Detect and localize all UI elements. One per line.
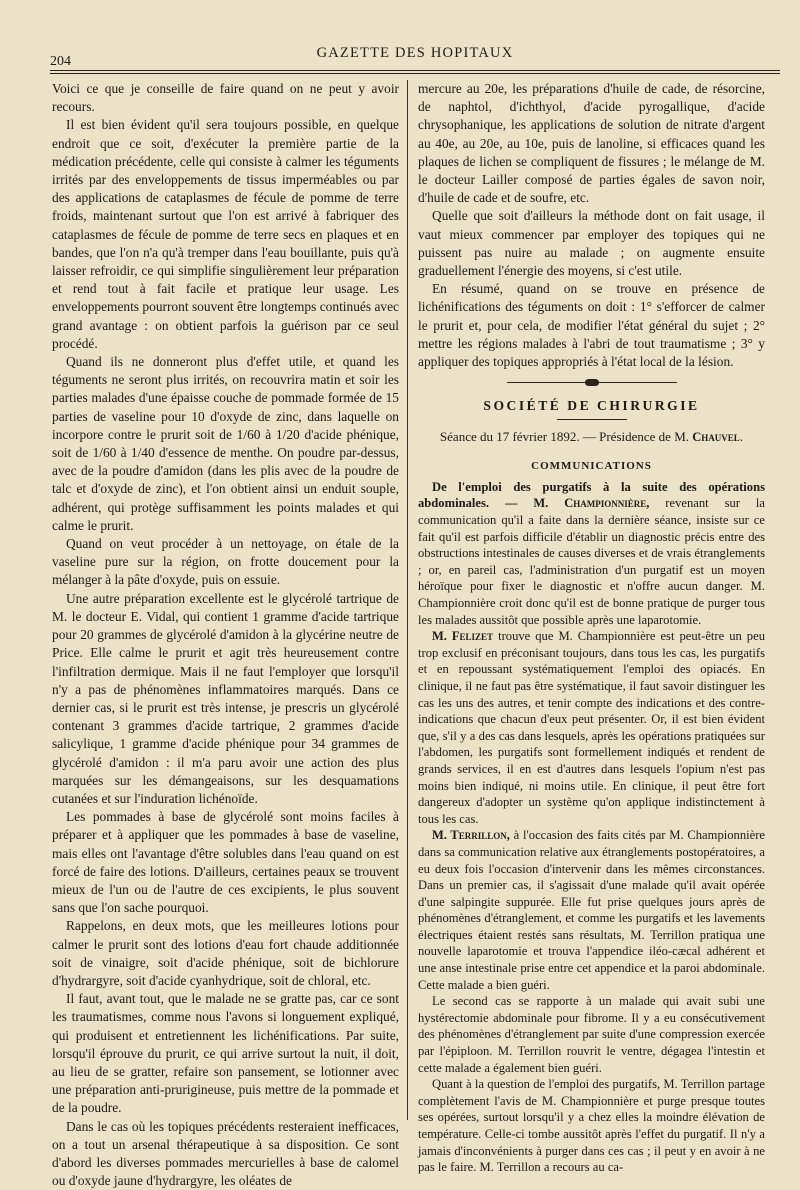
paragraph: Les pommades à base de glycérolé sont moins faciles à préparer et à appliquer que les pommades à base de vaseline, mais elles ont l'avantage d'être solubles dans l'eau quand on est forcé de faire des lotions. D'ailleurs, certaines peaux se trouvent mieux de l'un ou de l'autre de ces excipients, le plus souvent sans que l'on sache pourquoi. bbox=[52, 809, 399, 916]
felizet-text: trouve que M. Championnière est peut-être un peu trop exclusif en préconisant toujours, dans tous les cas, les purgatifs et en repoussant systématiquement l'emploi des opiacés. En clinique, il ne faut pas être systématique, il faut savoir distinguer les cas les uns des autres, et tenir compte des indications et des contre-indications que chacun d'eux peut présenter. Or, il est bien évident que, s'il y a des cas dans lesquels, après les opérations pratiquées sur l'abdomen, les purgatifs sont formellement indiqués et rendent de grands services, il en est d'autres dans lesquels l'opium n'est pas moins bien indiqué, ni moins utile. En clinique, il peut être fort dangereux d'adopter un système qu'on applique indistinctement à tous les cas. bbox=[418, 629, 765, 826]
article-text: revenant sur la communication qu'il a faite dans la dernière séance, insiste sur ce fait qu'il est parfois difficile d'établir un diagnostic précis entre des obstructions intestinales de causes diverses et de vrais étranglements ; or, en pareil cas, l'administration d'un purgatif est un moyen héroïque pour fixer le diagnostic et n'offre aucun danger. M. Championnière croit donc qu'il est de bonne pratique de purger tous les malades aussitôt que possible après une laparotomie. bbox=[418, 496, 765, 627]
period: . bbox=[739, 429, 744, 445]
paragraph: Rappelons, en deux mots, que les meilleures lotions pour calmer le prurit sont des lotions d'eau fort chaude additionnée soit de vinaigre, soit d'acide phénique, soit de bichlorure d'hydrargyre, soit d'acide cyanhydrique, soit de chloral, etc. bbox=[52, 918, 399, 988]
communications-heading: COMMUNICATIONS bbox=[531, 459, 652, 472]
paragraph: En résumé, quand on se trouve en présence de lichénifications des téguments on doit : 1° s'efforcer de calmer le prurit et, pour cela, de modifier l'état général du sujet ; 2° mettre les régions malades à l'abri de tout traumatisme ; 3° y appliquer des topiques appropriés à l'état local de la lésion. bbox=[418, 281, 765, 370]
speaker-felizet: M. Felizet bbox=[432, 629, 494, 644]
article-opening bbox=[418, 479, 765, 628]
paragraph: Il est bien évident qu'il sera toujours possible, en quelque endroit que ce soit, d'exécuter la première partie de la médication précédente, celle qui consiste à calmer les téguments irrités par des enveloppements de tissus imperméables ou par des applications de cataplasmes de fécule de pomme de terre froids, maintenant surtout que l'on est arrivé à fabriquer des cataplasmes de fécule de pomme de terre secs en plaques et en bandes, que l'on n'a qu'à tremper dans l'eau bouillante, puis qu'à laisser refroidir, ce qui simplifie singulièrement leur préparation et rend tout à fait facile et pratique leur usage. Les enveloppements pourront souvent être longtemps continués avec grand avantage : on obtient parfois la guérison par ce seul procédé. bbox=[52, 117, 399, 351]
session-text: Séance du 17 février 1892. — Présidence de M. bbox=[439, 429, 690, 445]
section-rule bbox=[557, 419, 627, 420]
paragraph: mercure au 20e, les préparations d'huile de cade, de résorcine, de naphtol, d'ichthyol, d'acide pyrogallique, d'acide chrysophanique, les applications de solution de nitrate d'argent au 40e, au 20e, au 10e, puis de lanoline, si efficaces quand les plaques de lichen se compliquent de fissures ; le mélange de M. le docteur Lailler composé de parties égales de savon noir, d'huile de cade et de soufre, etc. bbox=[418, 81, 765, 206]
terrillon-text: à l'occasion des faits cités par M. Championnière dans sa communication relative aux étranglements postopératoires, a eu deux fois l'occasion d'intervenir dans les mêmes circonstances. Dans un premier cas, il s'agissait d'une malade qu'il avait opérée d'une salpingite suppurée. Elle fut prise quelques jours après de phénomènes d'étranglement, et comme les purgatifs et les lavements électriques étaient restés sans résultats, M. Terrillon pratiqua une nouvelle laparotomie et trouva l'appendice iléo-cæcal adhérent et une anse intestinale prise entre cet appendice et la paroi abdominale. Cette malade a bien guéri. bbox=[418, 828, 765, 992]
paragraph: Il faut, avant tout, que le malade ne se gratte pas, car ce sont les traumatismes, comme nous l'avons si longuement expliqué, qui produisent et entretiennent les lichénifications. Par suite, lorsqu'il éprouve du prurit, ce qui arrive surtout la nuit, il doit, au lieu de se gratter, refaire son pansement, se lotionner avec une préparation anti-prurigineuse, puis mettre de la pommade et de la poudre. bbox=[52, 991, 399, 1116]
terrillon-paragraph bbox=[418, 827, 765, 993]
paragraph: Dans le cas où les topiques précédents resteraient inefficaces, on a tout un arsenal thérapeutique à sa disposition. Ce sont d'abord les diverses pommades mercurielles à base de calomel ou d'oxyde jaune d'hydrargyre, les oléates de bbox=[52, 1118, 399, 1189]
paragraph: Voici ce que je conseille de faire quand on ne peut y avoir recours. bbox=[52, 81, 399, 115]
right-column bbox=[418, 80, 765, 1175]
article-author: — M. Championnière, bbox=[504, 496, 650, 511]
paragraph: Quand ils ne donneront plus d'effet utile, et quand les téguments ne seront plus irrités, on recouvrira matin et soir les parties malades d'une épaisse couche de pommade formée de 15 parties de vaseline pour 10 d'oxyde de zinc, dans laquelle on incorpore contre le prurit soit de 1/60 à 1/20 d'acide phénique, soit de 1/60 à 1/40 d'essence de menthe. On poudre par-dessus, avec de la poudre d'amidon (dans les plis avec de la poudre de talc et d'oxyde de zinc), et l'on obtient ainsi un enduit souple, adhérent, qui protège suffisamment les points malades et qui calme le prurit. bbox=[52, 354, 399, 533]
session-president: Chauvel bbox=[692, 430, 740, 445]
journal-title: GAZETTE DES HOPITAUX bbox=[316, 45, 514, 61]
left-column bbox=[52, 80, 399, 1189]
section-ornament bbox=[507, 379, 677, 387]
column-divider bbox=[407, 80, 408, 1120]
paragraph: Quant à la question de l'emploi des purgatifs, M. Terrillon partage complètement l'avis de M. Championnière et purge presque toutes ses opérées, surtout lorsqu'il y a chez elles la moindre élévation de température. Celle-ci tombe aussitôt après l'effet du purgatif. Il n'y a jamais d'inconvénients à purger dans ces cas ; il peut y en avoir à ne pas le faire. M. Terrillon a recours au ca- bbox=[418, 1077, 765, 1175]
article-body bbox=[418, 479, 765, 1176]
paragraph: Le second cas se rapporte à un malade qui avait subi une hystérectomie abdominale pour fibrome. Il y a eu consécutivement des phénomènes d'étranglement par suite d'une compression exercée par l'épiploon. M. Terrillon rouvrit le ventre, dégagea l'intestin et cette malade a également bien guéri. bbox=[418, 994, 765, 1075]
felizet-paragraph bbox=[418, 628, 765, 827]
header-rule bbox=[50, 70, 780, 74]
speaker-terrillon: M. Terrillon, bbox=[432, 828, 510, 843]
page-header bbox=[50, 40, 780, 69]
paragraph: Quand on veut procéder à un nettoyage, on étale de la vaseline pure sur la région, on frotte doucement pour la mélanger à la pâte d'oxyde, puis on essuie. bbox=[52, 536, 399, 588]
paragraph: Quelle que soit d'ailleurs la méthode dont on fait usage, il vaut mieux commencer par employer des topiques qui ne puissent pas nuire au malade ; on augmente ensuite graduellement l'énergie des moyens, si c'est utile. bbox=[418, 208, 765, 279]
paragraph: Une autre préparation excellente est le glycérolé tartrique de M. le docteur E. Vidal, qui contient 1 gramme d'acide tartrique pour 20 grammes de glycérolé d'amidon à la glycérine neutre de Price. Elle calme le prurit et agit très heureusement contre l'infiltration dermique. Mais il ne faut l'employer que lorsqu'il n'y a pas de phénomènes inflammatoires marqués. Dans ce dernier cas, si le prurit est très intense, je prescris un glycérolé contenant 3 grammes d'acide tartrique, 2 grammes d'acide salicylique, 1 gramme d'acide phénique pour 34 grammes de glycérolé d'amidon : il m'a paru avoir une action des plus marquées sur les démangeaisons, sur les desquamations cutanées et sur l'induration lichénoïde. bbox=[52, 590, 399, 806]
page-number: 204 bbox=[50, 54, 71, 69]
session-line bbox=[418, 428, 765, 446]
article-title: De l'emploi des purgatifs à la suite des opérations abdominales. bbox=[418, 479, 765, 511]
section-title: SOCIÉTÉ DE CHIRURGIE bbox=[483, 398, 700, 414]
